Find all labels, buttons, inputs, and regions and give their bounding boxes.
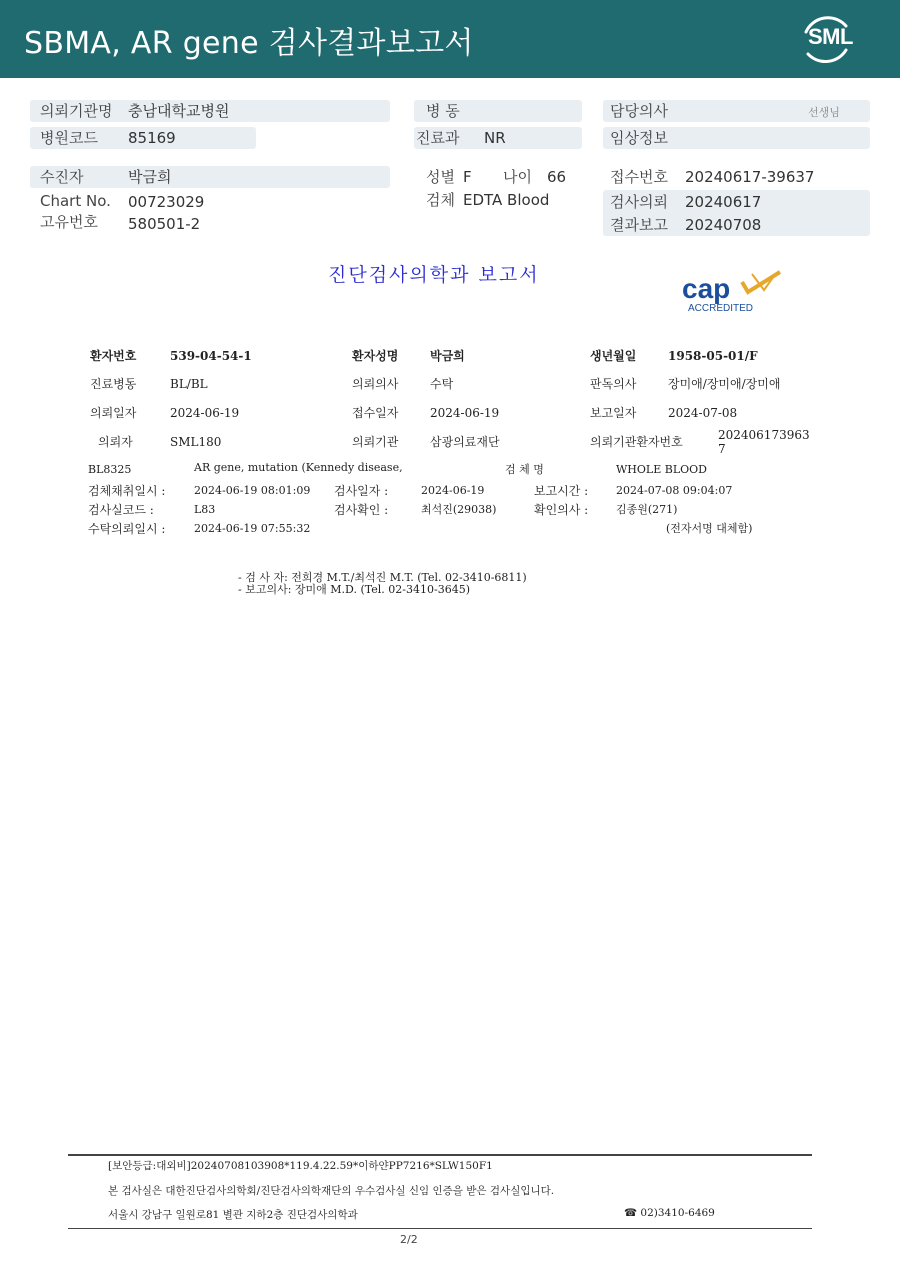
r2-value-1: BL/BL: [170, 377, 208, 391]
sml-logo-text: SML: [808, 24, 853, 49]
specimen-value: EDTA Blood: [463, 191, 550, 209]
consign-value: 2024-06-19 07:55:32: [194, 522, 311, 535]
page-number: 2/2: [400, 1233, 418, 1246]
chart-label: Chart No.: [40, 192, 111, 210]
r1-label-1: 환자번호: [90, 349, 137, 363]
confirm-doc-label: 확인의사 :: [534, 503, 589, 517]
request-label: 검사의뢰: [610, 193, 668, 211]
r1-label-2: 환자성명: [352, 349, 399, 363]
footer-phone: ☎ 02)3410-6469: [624, 1207, 715, 1219]
receipt-value: 20240617-39637: [685, 168, 815, 186]
age-label: 나이: [503, 168, 532, 186]
page-title: SBMA, AR gene 검사결과보고서: [24, 26, 474, 61]
test-date-value: 2024-06-19: [421, 484, 485, 497]
lab-code-value: L83: [194, 503, 216, 516]
r4-value-3: 202406173963: [718, 428, 810, 442]
clinical-label: 임상정보: [610, 129, 668, 147]
patient-row-bg: [30, 166, 390, 188]
r1-value-1: 539-04-54-1: [170, 349, 252, 363]
cap-logo-sub: ACCREDITED: [688, 303, 754, 314]
collect-value: 2024-06-19 08:01:09: [194, 484, 311, 497]
tester-line: - 검 사 자: 전희경 M.T./최석진 M.T. (Tel. 02-3410-6811): [238, 571, 527, 584]
cap-logo-text: cap: [682, 273, 731, 304]
r4-label-3: 의뢰기관환자번호: [590, 435, 683, 449]
r2-label-2: 의뢰의사: [352, 377, 399, 391]
lab-code-label: 검사실코드 :: [88, 503, 154, 517]
report-title: 진단검사의학과 보고서: [328, 264, 540, 286]
patient-value: 박금희: [128, 168, 172, 186]
report-time-label: 보고시간 :: [534, 484, 589, 498]
dept-value: NR: [484, 129, 506, 147]
dept-label: 진료과: [416, 129, 460, 147]
unique-label: 고유번호: [40, 213, 98, 231]
r2-value-3: 장미애/장미애/장미애: [668, 377, 781, 391]
request-value: 20240617: [685, 193, 762, 211]
consign-label: 수탁의뢰일시 :: [88, 522, 166, 536]
patient-label: 수진자: [40, 168, 84, 186]
footer-certification: 본 검사실은 대한진단검사의학회/진단검사의학재단의 우수검사실 신임 인증을 받은 검사실입니다.: [108, 1185, 555, 1197]
r1-label-3: 생년월일: [590, 349, 637, 363]
test-date-label: 검사일자 :: [334, 484, 389, 498]
receipt-label: 접수번호: [610, 168, 668, 186]
result-label: 결과보고: [610, 216, 668, 234]
unique-value: 580501-2: [128, 215, 201, 233]
r3-value-3: 2024-07-08: [668, 406, 738, 420]
specimen-label: 검체: [426, 191, 455, 209]
test-name: AR gene, mutation (Kennedy disease,: [194, 461, 403, 474]
hospital-code-value: 85169: [128, 129, 176, 147]
footer-top-rule: [68, 1154, 812, 1156]
r4-label-2: 의뢰기관: [352, 435, 399, 449]
doctor-suffix: 선생님: [808, 106, 840, 119]
r2-value-2: 수탁: [430, 377, 454, 391]
r3-label-3: 보고일자: [590, 406, 637, 420]
specimen-name-value: WHOLE BLOOD: [616, 463, 707, 476]
chart-value: 00723029: [128, 193, 205, 211]
institution-value: 충남대학교병원: [128, 102, 230, 120]
r2-label-3: 판독의사: [590, 377, 637, 391]
age-value: 66: [547, 168, 567, 186]
report-time-value: 2024-07-08 09:04:07: [616, 484, 733, 497]
r3-label-2: 접수일자: [352, 406, 399, 420]
specimen-name-label: 검 체 명: [505, 463, 544, 476]
esign-note: (전자서명 대체함): [666, 522, 753, 535]
hospital-code-label: 병원코드: [40, 129, 98, 147]
r4-label-1: 의뢰자: [98, 435, 133, 449]
r2-label-1: 진료병동: [90, 377, 137, 391]
footer-bottom-rule: [68, 1228, 812, 1229]
institution-label: 의뢰기관명: [40, 102, 113, 120]
collect-label: 검체채취일시 :: [88, 484, 166, 498]
sex-value: F: [463, 168, 472, 186]
ward-label: 병 동: [426, 102, 460, 120]
doctor-label: 담당의사: [610, 102, 668, 120]
r4-value-1: SML180: [170, 435, 222, 449]
sex-label: 성별: [426, 168, 455, 186]
r1-value-3: 1958-05-01/F: [668, 349, 758, 363]
r3-value-1: 2024-06-19: [170, 406, 240, 420]
confirm-value: 최석진(29038): [421, 503, 497, 516]
r3-value-2: 2024-06-19: [430, 406, 500, 420]
test-code: BL8325: [88, 463, 132, 476]
reporter-line: - 보고의사: 장미애 M.D. (Tel. 02-3410-3645): [238, 583, 470, 596]
footer-address: 서울시 강남구 일원로81 별관 지하2층 진단검사의학과: [108, 1209, 358, 1221]
r1-value-2: 박금희: [430, 349, 465, 363]
footer-security: [보안등급:대외비]20240708103908*119.4.22.59*이하얀PP7216*SLW150F1: [108, 1160, 493, 1172]
r4-value-2: 삼광의료재단: [430, 435, 500, 449]
r3-label-1: 의뢰일자: [90, 406, 137, 420]
confirm-doc-value: 김종원(271): [616, 503, 678, 516]
result-value: 20240708: [685, 216, 762, 234]
cap-accredited-logo: [682, 268, 786, 316]
confirm-label: 검사확인 :: [334, 503, 389, 517]
r4-value-3-cont: 7: [718, 442, 726, 456]
